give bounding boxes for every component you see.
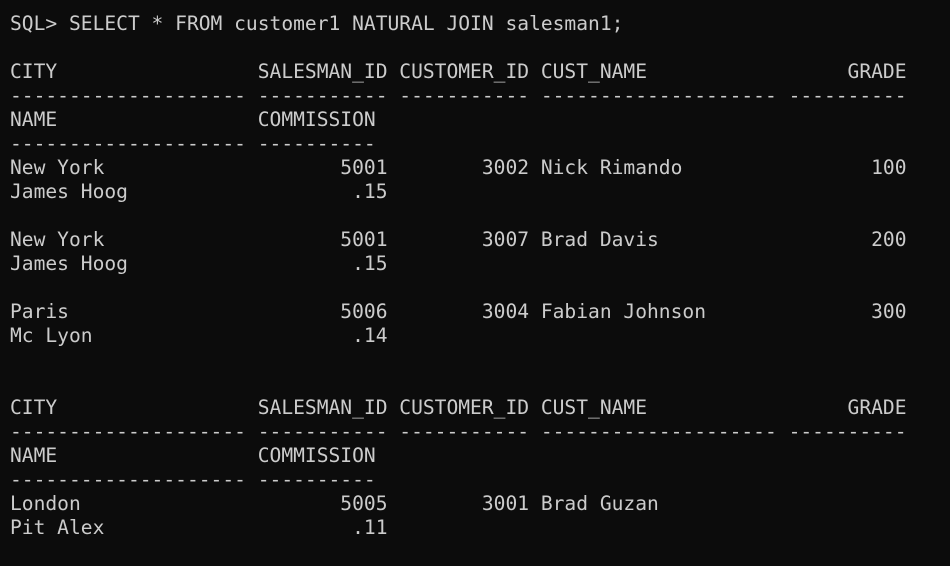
blank-line xyxy=(10,204,950,228)
result-row-continuation: Mc Lyon .14 xyxy=(10,324,388,347)
header-separator-2: -------------------- ---------- xyxy=(10,468,376,491)
result-row: New York 5001 3007 Brad Davis 200 xyxy=(10,228,907,251)
header-separator-1: -------------------- ----------- ----------- -------------------- ---------- xyxy=(10,420,907,443)
header-separator-2: -------------------- ---------- xyxy=(10,132,376,155)
blank-line xyxy=(10,348,950,372)
result-row-continuation: James Hoog .15 xyxy=(10,180,388,203)
blank-line xyxy=(10,372,950,396)
column-header-row-2: NAME COMMISSION xyxy=(10,444,376,467)
result-row: Paris 5006 3004 Fabian Johnson 300 xyxy=(10,300,907,323)
result-row-continuation: Pit Alex .11 xyxy=(10,516,388,539)
blank-line xyxy=(10,36,950,60)
column-header-row-1: CITY SALESMAN_ID CUSTOMER_ID CUST_NAME GRADE xyxy=(10,60,907,83)
result-row: London 5005 3001 Brad Guzan xyxy=(10,492,659,515)
sql-command-line: SQL> SELECT * FROM customer1 NATURAL JOIN salesman1; xyxy=(10,12,624,35)
column-header-row-1: CITY SALESMAN_ID CUSTOMER_ID CUST_NAME GRADE xyxy=(10,396,907,419)
column-header-row-2: NAME COMMISSION xyxy=(10,108,376,131)
result-row: New York 5001 3002 Nick Rimando 100 xyxy=(10,156,907,179)
header-separator-1: -------------------- ----------- ----------- -------------------- ---------- xyxy=(10,84,907,107)
result-row-continuation: James Hoog .15 xyxy=(10,252,388,275)
blank-line xyxy=(10,276,950,300)
